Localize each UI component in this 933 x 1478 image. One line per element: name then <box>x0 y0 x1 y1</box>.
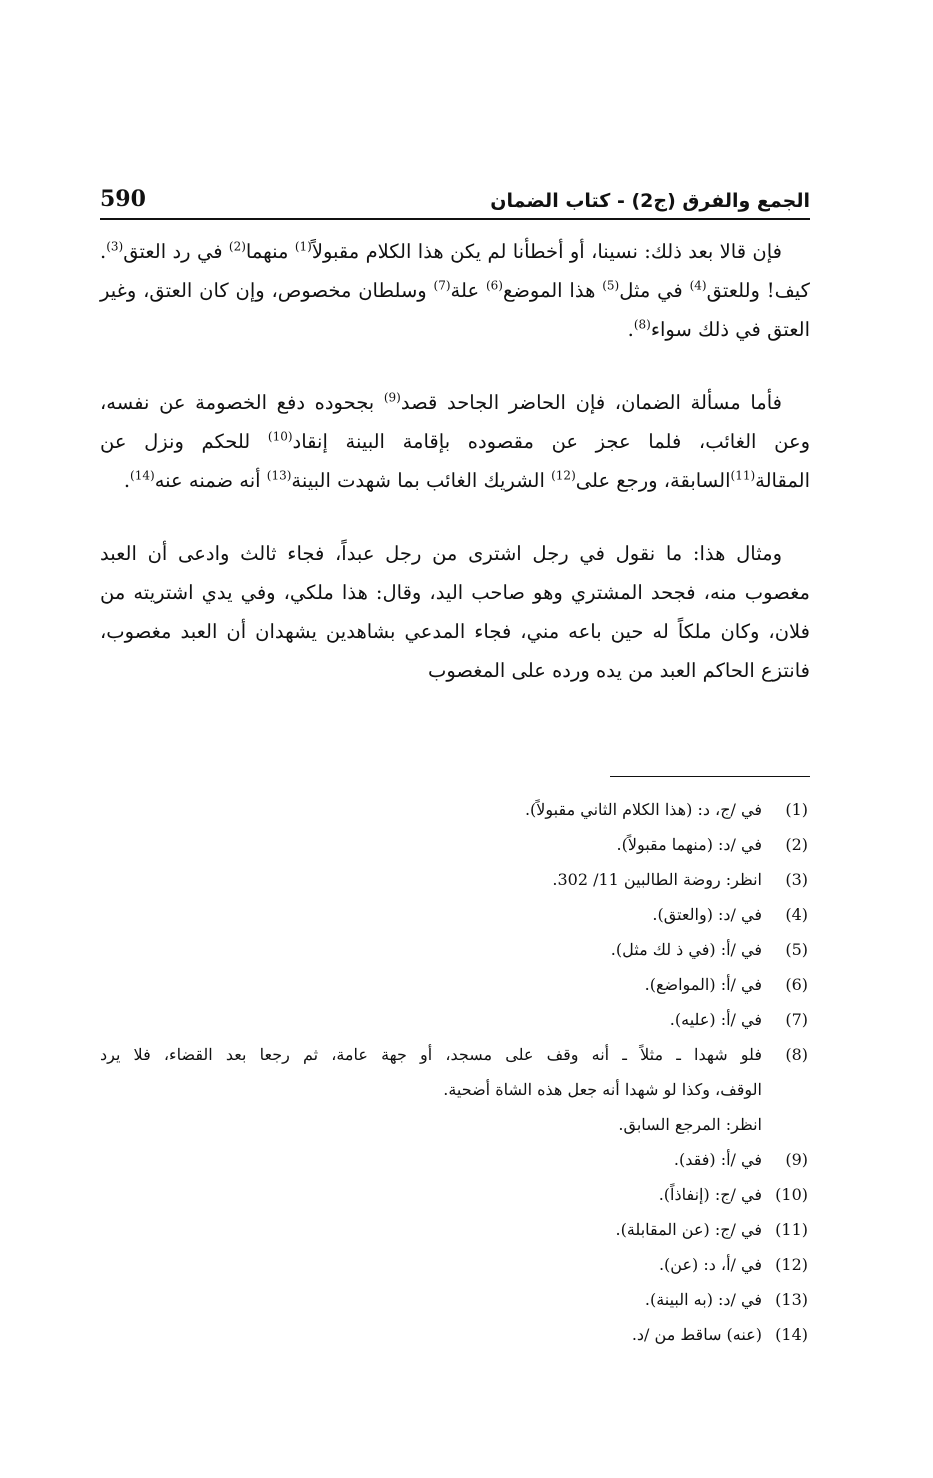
text-run: بجحوده دفع الخصومة عن نفسه، وعن الغائب، فلما عجز عن مقصوده بإقامة البينة إنقاد <box>100 391 811 453</box>
footnote-item <box>100 1212 810 1247</box>
text-run: فإن قالا بعد ذلك: نسينا، أو أخطأنا لم يكن هذا الكلام مقبولاً <box>311 240 783 263</box>
footnote-marker: (3) <box>106 239 124 254</box>
footnote-line: في /أ، د: (عن). <box>658 1255 762 1274</box>
footnote-marker: (4) <box>689 278 707 293</box>
footnote-item <box>100 827 810 862</box>
footnote-item <box>100 1247 810 1282</box>
footnote-text <box>100 827 768 862</box>
footnote-line: في /أ: (المواضع). <box>644 975 762 994</box>
footnote-line: في /د: (والعتق). <box>652 905 762 924</box>
footnote-line: في /أ: (عليه). <box>669 1010 762 1029</box>
footnote-text <box>100 792 768 827</box>
footnote-item <box>100 932 810 967</box>
footnote-number: (7) <box>785 1010 808 1029</box>
text-run: هذا الموضع <box>502 279 603 302</box>
footnote-marker: (12) <box>551 468 576 483</box>
text-run: ومثال هذا: ما نقول في رجل اشترى من رجل عبداً، فجاء ثالث وادعى أن العبد مغصوب منه، فجحد المشتري وهو صاحب اليد، وقال: هذا ملكي، وفي يدي اشتريته من فلان، وكان ملكاً له حين باعه مني، فجاء المدعي بشاهدين يشهدان أن العبد مغصوب، فانتزع الحاكم العبد من يده ورده على المغصوب <box>100 542 810 682</box>
footnote-text <box>100 1142 768 1177</box>
footnote-line: انظر: المرجع السابق. <box>618 1115 762 1134</box>
paragraph <box>100 534 810 690</box>
footnote-line: في /أ: (فقد). <box>673 1150 762 1169</box>
footnote-number: (9) <box>785 1150 808 1169</box>
footnote-text <box>100 1212 768 1247</box>
footnote-number: (13) <box>775 1290 808 1309</box>
footnote-line: في /ج، د: (هذا الكلام الثاني مقبولاً). <box>524 800 762 819</box>
footnote-text <box>100 1177 768 1212</box>
text-run: . <box>627 318 634 341</box>
footnote-marker: (14) <box>130 468 155 483</box>
footnote-number: (11) <box>775 1220 808 1239</box>
footnote-marker: (1) <box>294 239 312 254</box>
footnote-item <box>100 897 810 932</box>
text-run: فأما مسألة الضمان، فإن الحاضر الجاحد قصد <box>400 391 782 414</box>
footnote-line: في /د: (به البينة). <box>644 1290 762 1309</box>
footnote-number: (4) <box>785 905 808 924</box>
text-run: . <box>123 469 131 492</box>
footnote-item <box>100 1142 810 1177</box>
footnote-item <box>100 1037 810 1142</box>
footnote-text <box>100 1282 768 1317</box>
footnote-item <box>100 1282 810 1317</box>
footnote-marker: (13) <box>266 468 292 483</box>
footnote-line: في /ج: (إنفاذاً). <box>658 1185 762 1204</box>
footnote-item <box>100 792 810 827</box>
footnote-line: في /ج: (عن المقابلة). <box>615 1220 762 1239</box>
text-run: منهما <box>245 240 295 263</box>
text-run: . كيف! وللعتق <box>100 240 810 302</box>
page-header <box>100 172 810 220</box>
footnote-number: (10) <box>775 1185 808 1204</box>
footnote-number: (2) <box>785 835 808 854</box>
footnote-text <box>100 932 768 967</box>
text-run: علة <box>450 279 486 302</box>
footnote-number: (8) <box>785 1045 808 1064</box>
footnote-text <box>100 1247 768 1282</box>
footnote-item <box>100 1002 810 1037</box>
footnote-line: الوقف، وكذا لو شهدا أنه جعل هذه الشاة أضحية. <box>443 1080 762 1099</box>
paragraph <box>100 383 810 500</box>
footnote-item <box>100 967 810 1002</box>
footnote-line: في /أ: (في ذ لك مثل). <box>610 940 762 959</box>
footnote-marker: (9) <box>383 390 401 405</box>
footnote-text <box>100 862 768 897</box>
footnote-marker: (10) <box>267 429 293 444</box>
footnote-marker: (7) <box>433 278 451 293</box>
footnote-line: (عنه) ساقط من /د. <box>631 1325 762 1344</box>
footnote-marker: (5) <box>602 278 620 293</box>
text-run: للحكم ونزل عن المقالة <box>100 430 810 492</box>
main-text <box>100 232 810 724</box>
footnote-item <box>100 862 810 897</box>
footnote-text <box>100 897 768 932</box>
text-run: في مثل <box>619 279 690 302</box>
text-run: في رد العتق <box>123 240 229 263</box>
footnote-line: فلو شهدا ـ مثلاً ـ أنه وقف على مسجد، أو جهة عامة، ثم رجعا بعد القضاء، فلا يرد <box>100 1045 763 1064</box>
footnote-text <box>100 1002 768 1037</box>
footnote-number: (14) <box>775 1325 808 1344</box>
footnote-number: (3) <box>785 870 808 889</box>
footnote-text <box>100 1317 768 1352</box>
footnote-number: (6) <box>785 975 808 994</box>
text-run: السابقة، ورجع على <box>575 469 731 492</box>
footnote-text <box>100 1037 768 1142</box>
footnote-line: في /د: (منهما مقبولاً). <box>616 835 762 854</box>
text-run: وسلطان مخصوص، وإن كان العتق، وغير العتق في ذلك سواء <box>100 279 810 341</box>
footnote-item <box>100 1177 810 1212</box>
footnote-number: (12) <box>775 1255 808 1274</box>
paragraph <box>100 232 810 349</box>
page-number: 590 <box>100 186 146 212</box>
footnote-text <box>100 967 768 1002</box>
footnote-item <box>100 1317 810 1352</box>
footnote-line: انظر: روضة الطالبين 11/ 302. <box>552 870 762 889</box>
footnote-marker: (8) <box>633 317 651 332</box>
footnote-number: (1) <box>785 800 808 819</box>
text-run: الشريك الغائب بما شهدت البينة <box>291 469 552 492</box>
footnote-marker: (6) <box>485 278 503 293</box>
footnote-marker: (11) <box>730 468 756 483</box>
footnote-separator <box>610 776 810 777</box>
footnotes-list <box>100 792 810 1352</box>
text-run: أنه ضمنه عنه <box>154 469 267 492</box>
running-title: الجمع والفرق (ج2) - كتاب الضمان <box>490 190 810 212</box>
footnote-marker: (2) <box>228 239 246 254</box>
footnote-number: (5) <box>785 940 808 959</box>
